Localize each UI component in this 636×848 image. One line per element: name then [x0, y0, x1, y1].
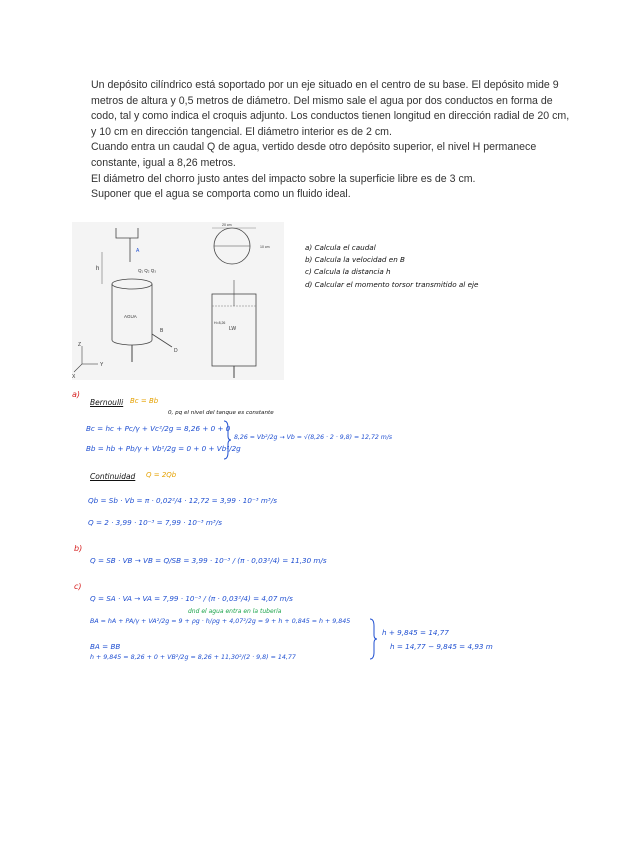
- figure-label-z: Z: [78, 342, 82, 348]
- figure-label-h826: H=8,26: [214, 321, 226, 325]
- figure-label-d: D: [174, 348, 178, 354]
- problem-statement: [91, 78, 571, 203]
- figure-label-agua: AGUA: [124, 314, 137, 319]
- task-a: a) Calcula el caudal: [305, 243, 376, 252]
- tank-diagram-svg: [72, 222, 284, 380]
- figure-label-y: Y: [100, 362, 104, 368]
- eq-vb: 8,26 = Vb²/2g → Vb = √(8,26 · 2 · 9,8) = 12,72 m/s: [234, 434, 393, 441]
- eq-ba: BA = hA + PA/γ + VA²/2g = 9 + ρg · h/ρg + 4,07²/2g = 9 + h + 0,845 = h + 9,845: [90, 618, 351, 625]
- task-b: b) Calcula la velocidad en B: [305, 255, 405, 265]
- problem-paragraph-1: Un depósito cilíndrico está soportado por un eje situado en el centro de su base. El depósito mide 9 metros de altura y 0,5 metros de diámetro. Del mismo sale el agua por dos conductos en forma de codo, tal y como indica el croquis adjunto. Los conductos tienen longitud en dirección radial de 20 cm, y 10 cm en dirección tangencial. El diámetro interior es de 2 cm.: [91, 79, 570, 138]
- eq-ba-equals-bb: BA = BB: [90, 642, 121, 651]
- continuity-condition: Q = 2Qb: [146, 471, 177, 479]
- brace-h-icon: [368, 618, 378, 660]
- eq-bc: Bc = hc + Pc/γ + Vc²/2g = 8,26 + 0 + 0: [86, 424, 231, 433]
- bernoulli-title: Bernoulli: [90, 398, 124, 407]
- figure-label-q: Q₁ Q₂ Q₃: [138, 268, 157, 273]
- note-constant-level: 0, pq el nivel del tanque es constante: [168, 410, 274, 416]
- problem-paragraph-3: El diámetro del chorro justo antes del impacto sobre la superficie libre es de 3 cm.: [91, 172, 476, 185]
- eq-q: Q = 2 · 3,99 · 10⁻³ = 7,99 · 10⁻³ m³/s: [88, 518, 222, 527]
- task-list: [305, 242, 478, 291]
- solution-c-label: c): [74, 582, 82, 591]
- figure-label-10cm: 10 cm: [260, 245, 270, 249]
- figure-label-h: h: [96, 266, 100, 272]
- eq-velocity-b: Q = SB · VB → VB = Q/SB = 3,99 · 10⁻³ / (π · 0,03²/4) = 11,30 m/s: [90, 556, 327, 565]
- eq-h-result: h = 14,77 − 9,845 = 4,93 m: [390, 642, 493, 651]
- continuity-title: Continuidad: [90, 472, 136, 481]
- eq-h-sum: h + 9,845 = 14,77: [382, 628, 449, 637]
- figure-label-20cm: 20 cm: [222, 223, 232, 227]
- figure-label-x: X: [72, 374, 76, 380]
- bernoulli-condition: Bc = Bb: [130, 397, 159, 405]
- problem-paragraph-4: Suponer que el agua se comporta como un fluido ideal.: [91, 188, 351, 201]
- problem-paragraph-2: Cuando entra un caudal Q de agua, vertido desde otro depósito superior, el nivel H permanece constante, igual a 8,26 metros.: [91, 141, 537, 169]
- task-d: d) Calcular el momento torsor transmitido al eje: [305, 279, 479, 289]
- brace-bernoulli-icon: [222, 420, 232, 460]
- figure-label-b: B: [160, 328, 164, 334]
- figure-label-a: A: [136, 248, 140, 254]
- tank-diagram: [72, 222, 284, 380]
- eq-va: Q = SA · VA → VA = 7,99 · 10⁻³ / (π · 0,03²/4) = 4,07 m/s: [90, 594, 293, 603]
- figure-label-lw: LW: [229, 326, 237, 332]
- eq-qb: Qb = Sb · Vb = π · 0,02²/4 · 12,72 = 3,99 · 10⁻³ m³/s: [88, 496, 277, 505]
- task-c: c) Calcula la distancia h: [305, 267, 391, 277]
- solution-a-label: a): [72, 390, 81, 399]
- eq-bb: Bb = hb + Pb/γ + Vb²/2g = 0 + 0 + Vb²/2g: [86, 444, 241, 453]
- solution-b-label: b): [74, 544, 83, 553]
- note-water-entry: dnd el agua entra en la tubería: [188, 608, 282, 615]
- eq-final: h + 9,845 = 8,26 + 0 + VB²/2g = 8,26 + 11,30²/(2 · 9,8) = 14,77: [90, 654, 296, 661]
